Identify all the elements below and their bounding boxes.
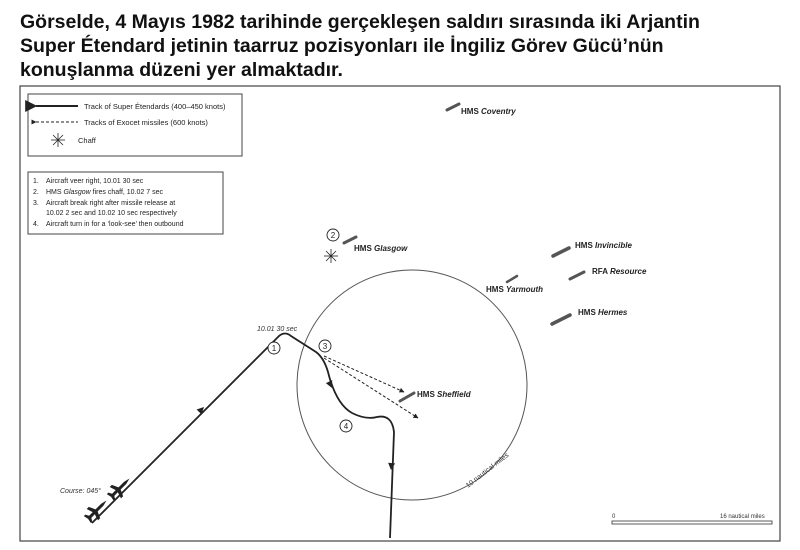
chaff-legend-icon [51,133,65,147]
legend-missile-label: Tracks of Exocet missiles (600 knots) [84,118,208,127]
marker-1 [268,342,280,354]
chaff-icon [324,249,338,263]
event-4-text: Aircraft turn in for a ‘look-see’ then outbound [46,221,184,228]
svg-text:4: 4 [343,422,349,431]
event-3-text: Aircraft break right after missile release at [46,200,176,207]
ship-yarmouth-label: HMS Yarmouth [486,285,544,294]
scale-end-label: 16 nautical miles [720,514,765,520]
event-notes [28,172,223,234]
marker-4 [340,420,352,432]
time-label: 10.01 30 sec [257,326,298,333]
event-2-num: 2. [33,189,39,196]
event-3-num: 3. [33,200,39,207]
event-1-num: 1. [33,178,39,185]
ship-invincible-label: HMS Invincible [575,241,632,250]
event-4-num: 4. [33,221,39,228]
legend-chaff-label: Chaff [78,136,96,145]
ship-coventry-label: HMS Coventry [461,107,516,116]
event-2-text: HMS Glasgow fires chaff, 10.02 7 sec [46,189,163,196]
course-label: Course: 045° [60,488,101,495]
range-ring-label: 10 nautical miles [464,451,511,490]
ship-resource-label: RFA Resource [592,267,647,276]
caption-line-1: Görselde, 4 Mayıs 1982 tarihinde gerçekleşen saldırı sırasında iki Arjantin [20,11,700,33]
svg-text:1: 1 [271,344,277,353]
ship-sheffield-label: HMS Sheffield [417,390,471,399]
event-3-text-cont: 10.02 2 sec and 10.02 10 sec respectively [46,210,177,217]
marker-2 [327,229,339,241]
ship-glasgow-label: HMS Glasgow [354,244,408,253]
ship-hermes-label: HMS Hermes [578,308,628,317]
marker-3 [319,340,331,352]
caption-line-2: Super Étendard jetinin taarruz pozisyonları ile İngiliz Görev Gücü’nün [20,35,664,57]
event-1-text: Aircraft veer right, 10.01 30 sec [46,178,144,185]
caption-line-3: konuşlanma düzeni yer almaktadır. [20,59,343,81]
scale-start-label: 0 [612,514,616,520]
svg-text:2: 2 [330,231,336,240]
legend [28,94,242,156]
legend-track-label: Track of Super Étendards (400–450 knots) [84,102,226,111]
svg-text:3: 3 [322,342,328,351]
